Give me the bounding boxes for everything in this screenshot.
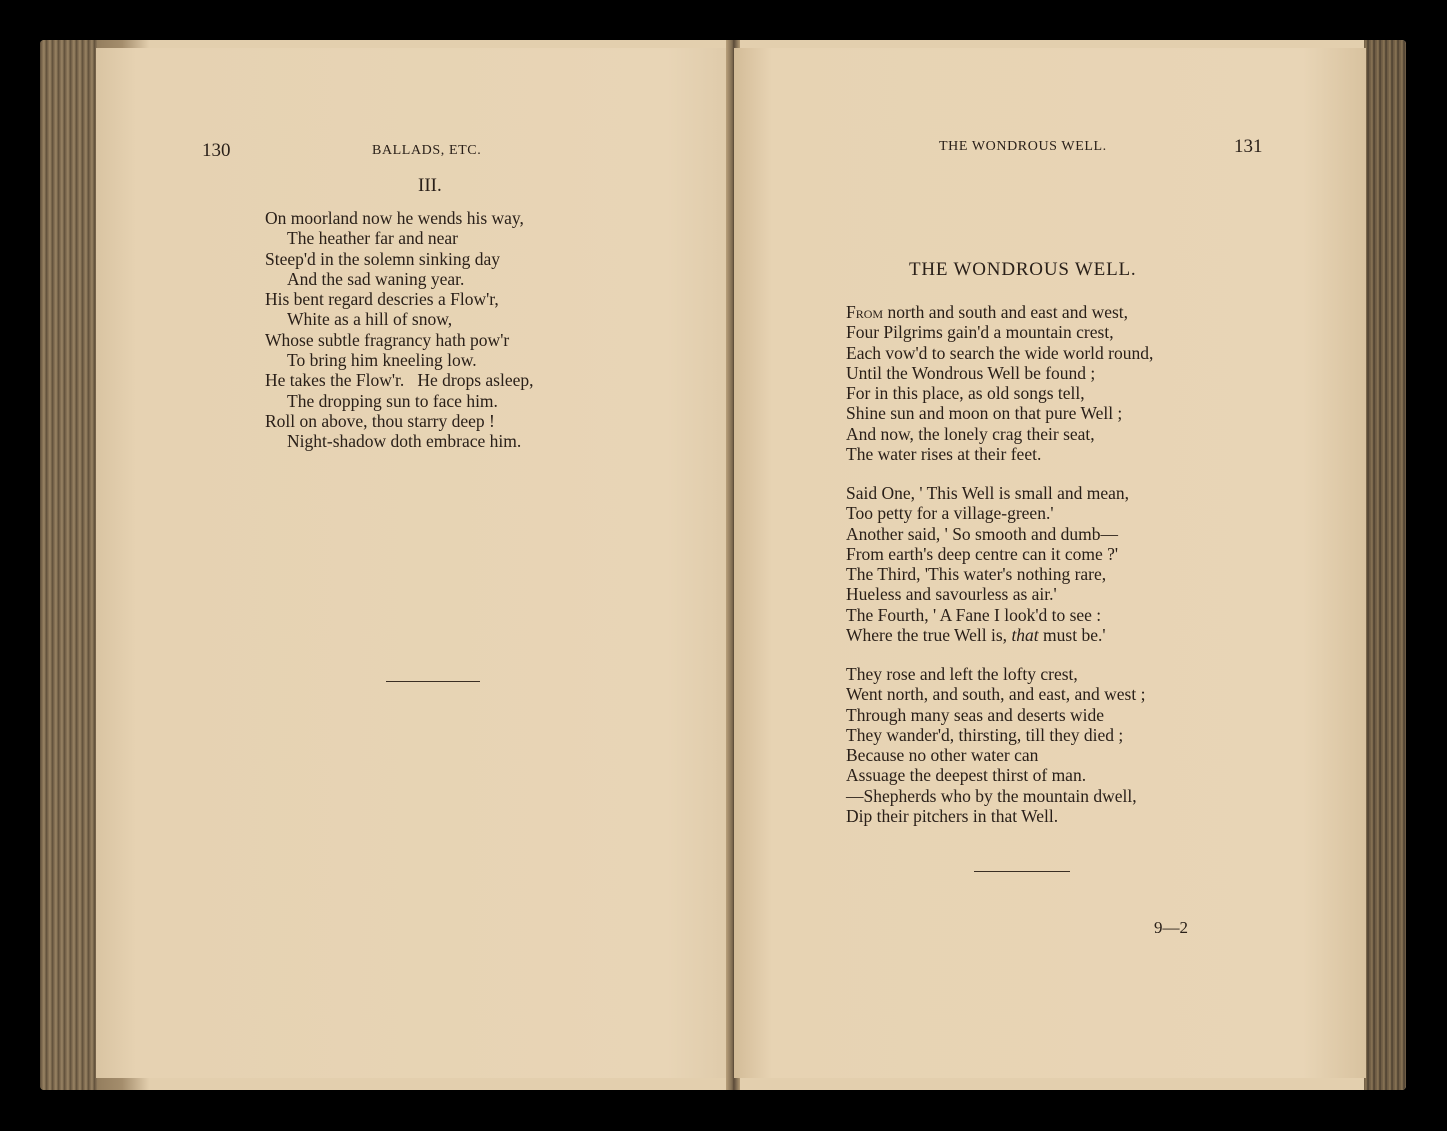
stanza-2	[846, 483, 1129, 645]
poem-line: They rose and left the lofty crest,	[846, 664, 1078, 684]
left-poem-stanza	[265, 208, 534, 452]
poem-line: Said One, ' This Well is small and mean,	[846, 483, 1130, 503]
poem-line: On moorland now he wends his way,	[265, 208, 524, 228]
poem-line: Shine sun and moon on that pure Well ;	[846, 403, 1123, 424]
poem-line: —Shepherds who by the mountain dwell,	[846, 785, 1137, 806]
right-page	[734, 48, 1366, 1078]
end-rule	[386, 681, 480, 682]
poem-line: The water rises at their feet.	[846, 444, 1042, 465]
poem-line: Whose subtle fragrancy hath pow'r	[265, 329, 510, 350]
signature-mark: 9—2	[1154, 918, 1188, 937]
poem-line: Each vow'd to search the wide world round,	[846, 342, 1154, 363]
poem-line: From earth's deep centre can it come ?'	[846, 543, 1119, 564]
right-page-edges	[1364, 40, 1406, 1090]
poem-line: Hueless and savourless as air.'	[846, 584, 1057, 605]
first-word: From	[846, 302, 884, 322]
poem-line: Too petty for a village-green.'	[846, 503, 1054, 524]
poem-line: And the sad waning year.	[287, 268, 465, 289]
poem-line: Until the Wondrous Well be found ;	[846, 362, 1096, 383]
stanza-3	[846, 664, 1145, 826]
poem-line: Where the true Well is, that must be.'	[846, 625, 1106, 646]
left-page-edges	[40, 40, 98, 1090]
open-book	[40, 40, 1406, 1090]
poem-line: The dropping sun to face him.	[287, 390, 498, 411]
poem-line: From north and south and east and west,	[846, 302, 1129, 322]
poem-line: Another said, ' So smooth and dumb—	[846, 523, 1118, 544]
poem-line: Assuage the deepest thirst of man.	[846, 765, 1087, 786]
left-running-head: BALLADS, ETC.	[372, 143, 482, 158]
end-rule	[974, 871, 1070, 872]
poem-line: Went north, and south, and east, and west ;	[846, 684, 1146, 705]
poem-line: Roll on above, thou starry deep !	[265, 410, 495, 431]
poem-line: Four Pilgrims gain'd a mountain crest,	[846, 322, 1114, 343]
left-page-number: 130	[202, 140, 231, 161]
poem-line: The Fourth, ' A Fane I look'd to see :	[846, 604, 1102, 625]
poem-line: For in this place, as old songs tell,	[846, 383, 1085, 404]
poem-line: To bring him kneeling low.	[287, 350, 477, 371]
poem-line: Steep'd in the solemn sinking day	[265, 248, 501, 269]
poem-line: They wander'd, thirsting, till they died ;	[846, 724, 1124, 745]
right-running-head: THE WONDROUS WELL.	[939, 139, 1107, 154]
poem-line: The heather far and near	[287, 228, 459, 249]
poem-title: THE WONDROUS WELL.	[909, 259, 1137, 280]
poem-line: Through many seas and deserts wide	[846, 704, 1105, 725]
poem-line: And now, the lonely crag their seat,	[846, 423, 1095, 444]
poem-line: Night-shadow doth embrace him.	[287, 431, 522, 452]
section-number: III.	[418, 175, 442, 196]
poem-line: The Third, 'This water's nothing rare,	[846, 564, 1107, 585]
poem-line: White as a hill of snow,	[287, 309, 453, 330]
poem-line: He takes the Flow'r. He drops asleep,	[265, 370, 534, 391]
italic-word: that	[1011, 625, 1039, 646]
poem-line: Because no other water can	[846, 745, 1039, 766]
poem-line: Dip their pitchers in that Well.	[846, 806, 1059, 827]
left-page	[96, 48, 768, 1078]
poem-line: His bent regard descries a Flow'r,	[265, 289, 499, 310]
right-page-number: 131	[1234, 136, 1263, 157]
stanza-1	[846, 302, 1153, 464]
